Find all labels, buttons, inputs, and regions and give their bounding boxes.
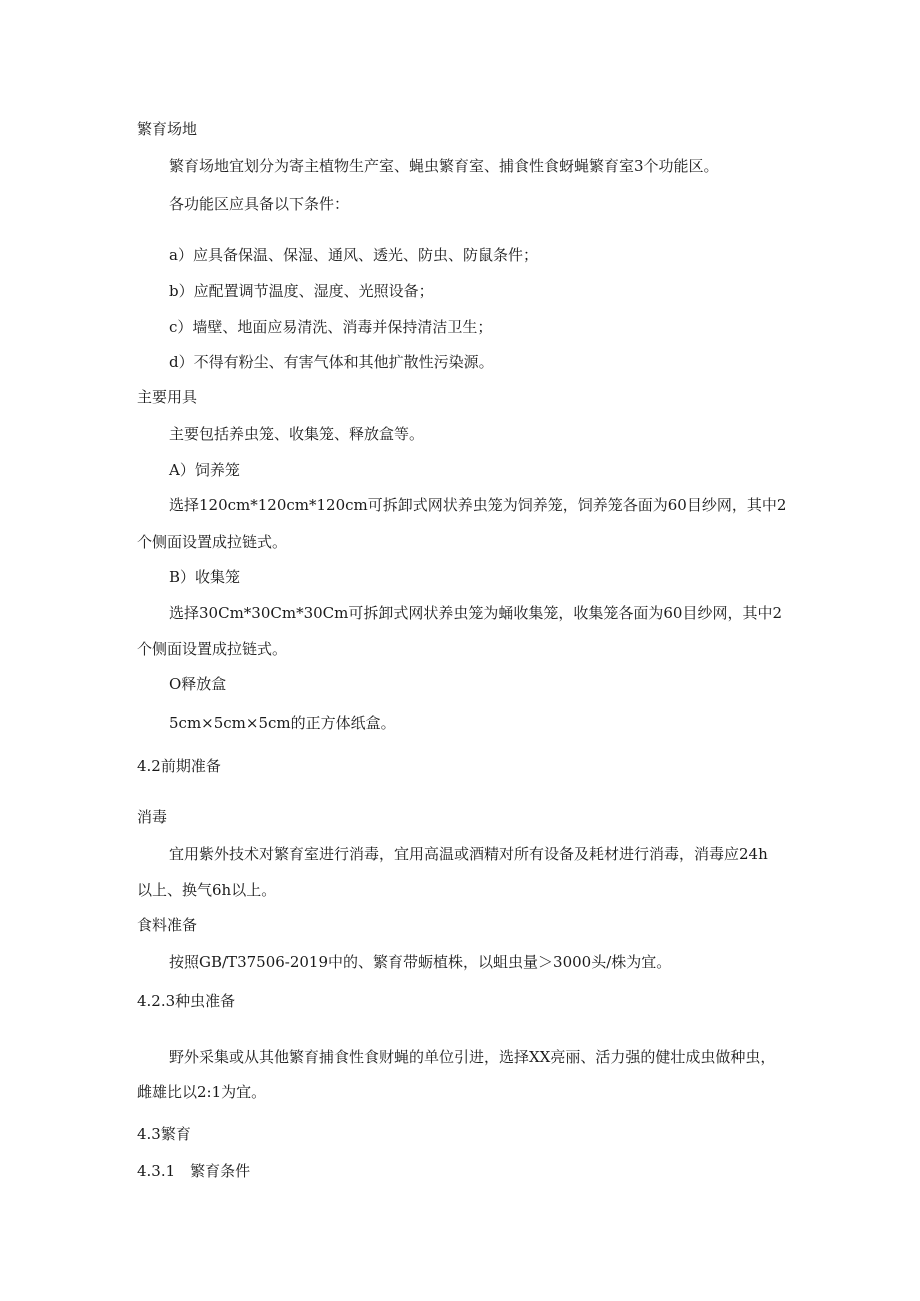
paragraph-continuation: 个侧面设置成拉链式。: [137, 533, 288, 551]
paragraph: 按照GB/T37506-2019中的、繁育带蛎植株，以蛆虫量＞3000头/株为宜。: [169, 953, 672, 971]
paragraph-continuation: 个侧面设置成拉链式。: [137, 640, 288, 658]
subheading: O释放盒: [169, 675, 227, 693]
paragraph: 主要包括养虫笼、收集笼、释放盒等。: [169, 425, 425, 443]
list-item: d）不得有粉尘、有害气体和其他扩散性污染源。: [169, 353, 494, 371]
section-heading: 4.3.1 繁育条件: [137, 1162, 251, 1180]
section-heading: 4.2.3种虫准备: [137, 992, 236, 1010]
paragraph-continuation: 雌雄比以2:1为宜。: [137, 1083, 267, 1101]
section-heading: 4.3繁育: [137, 1125, 191, 1143]
paragraph-continuation: 以上、换气6h以上。: [137, 881, 277, 899]
paragraph: 野外采集或从其他繁育捕食性食财蝇的单位引进，选择XX亮丽、活力强的健壮成虫做种虫，: [169, 1048, 776, 1066]
section-heading: 繁育场地: [137, 120, 198, 138]
paragraph: 宜用紫外技术对繁育室进行消毒，宜用高温或酒精对所有设备及耗材进行消毒，消毒应24h: [169, 845, 768, 863]
paragraph: 5cm×5cm×5cm的正方体纸盒。: [169, 714, 396, 732]
section-heading: 食料准备: [137, 916, 198, 934]
section-heading: 4.2前期准备: [137, 757, 221, 775]
list-item: a）应具备保温、保湿、通风、透光、防虫、防鼠条件；: [169, 246, 538, 264]
paragraph: 选择120cm*120cm*120cm可拆卸式网状养虫笼为饲养笼，饲养笼各面为60目纱网，其中2: [169, 496, 787, 514]
section-heading: 消毒: [137, 808, 168, 826]
paragraph: 各功能区应具备以下条件：: [169, 195, 350, 213]
subheading: A）饲养笼: [169, 461, 240, 479]
section-heading: 主要用具: [137, 388, 198, 406]
paragraph: 繁育场地宜划分为寄主植物生产室、蝇虫繁育室、捕食性食蚜蝇繁育室3个功能区。: [169, 157, 719, 175]
subheading: B）收集笼: [169, 568, 241, 586]
list-item: c）墙壁、地面应易清洗、消毒并保持清洁卫生；: [169, 318, 493, 336]
paragraph: 选择30Cm*30Cm*30Cm可拆卸式网状养虫笼为蛹收集笼，收集笼各面为60目纱网，其中2: [169, 604, 782, 622]
list-item: b）应配置调节温度、湿度、光照设备；: [169, 282, 434, 300]
